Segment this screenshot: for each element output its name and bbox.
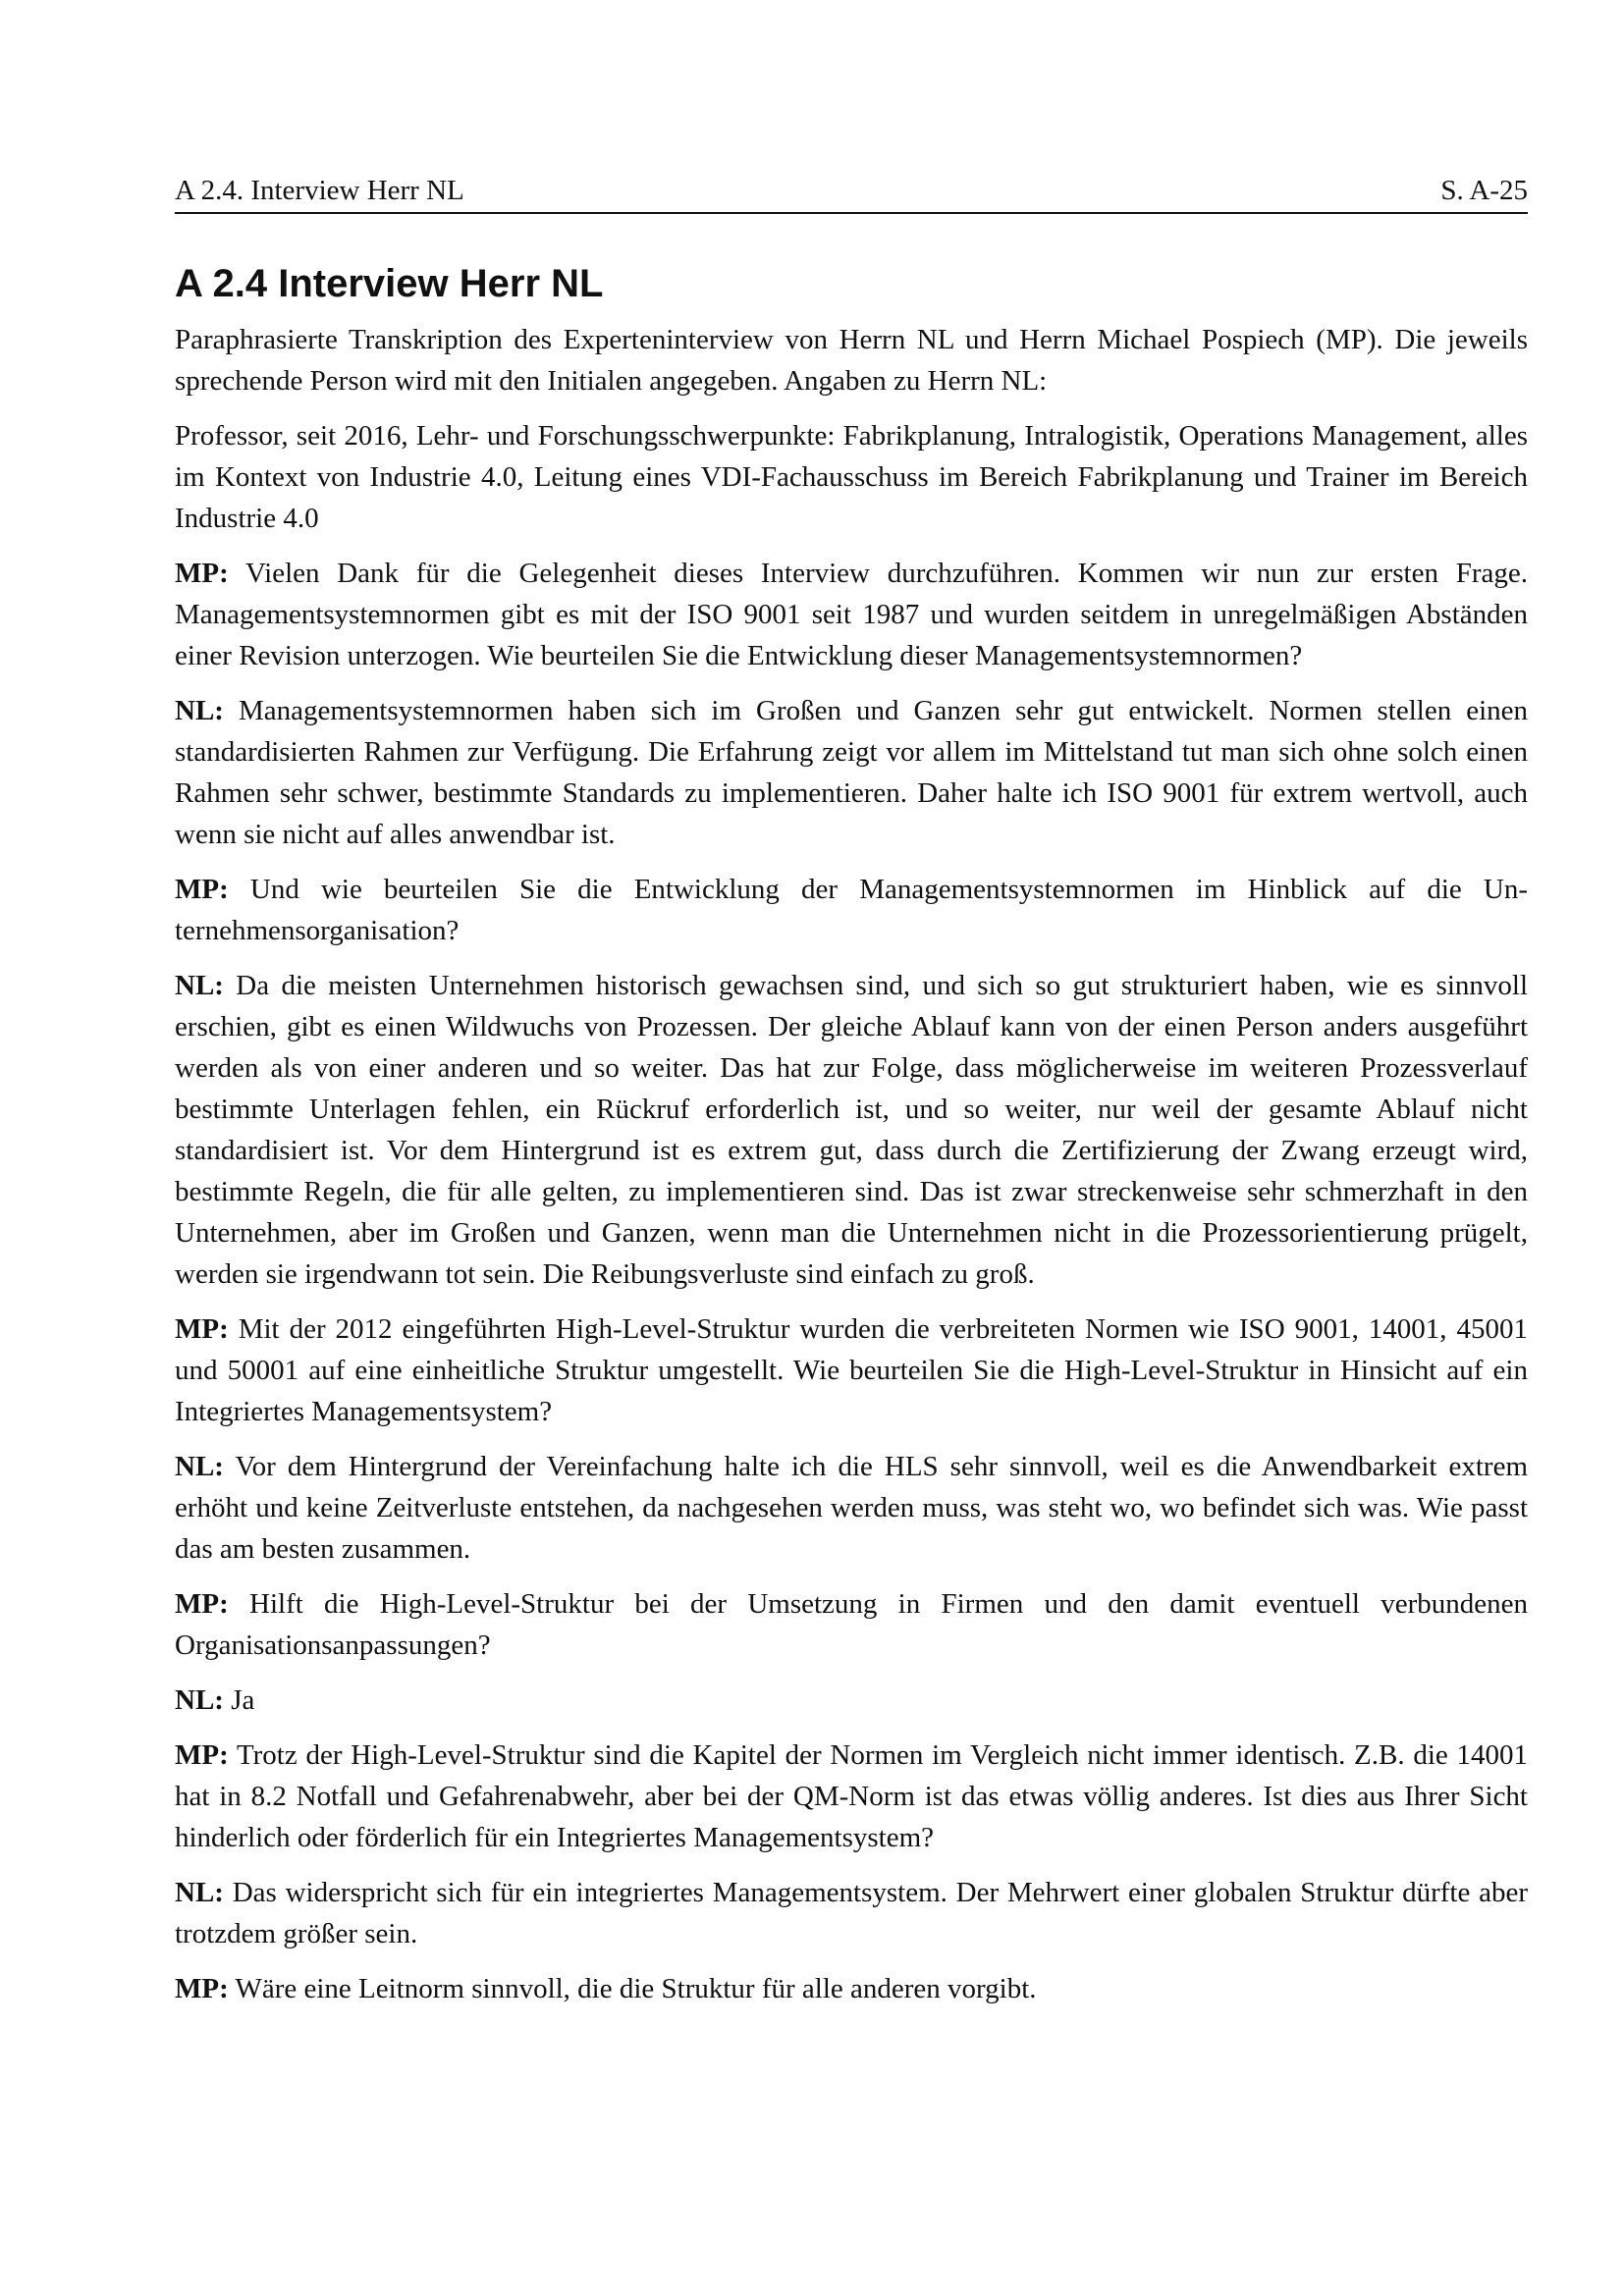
turn-text: Vielen Dank für die Gelegenheit dieses Interview durchzuführen. Kommen wir nun zur ersten Frage. Managementsystemnormen gibt es mit der ISO 9001 seit 1987 und wurden seitdem in unregelmäßigen Abständen einer Revision unterzogen. Wie beurteilen Sie die Entwicklung dieser Managementsystemnormen?	[175, 558, 1528, 671]
dialogue-turn	[175, 1968, 1528, 2009]
turn-text: Und wie beurteilen Sie die Entwicklung der Managementsystemnormen im Hinblick auf die Unternehmensorganisation?	[175, 874, 1528, 946]
dialogue-turn	[175, 1583, 1528, 1666]
turn-text: Das widerspricht sich für ein integriertes Managementsystem. Der Mehrwert einer globalen Struktur dürfte aber trotzdem größer sein.	[175, 1877, 1529, 1949]
turn-text: Vor dem Hintergrund der Vereinfachung halte ich die HLS sehr sinnvoll, weil es die Anwendbarkeit extrem erhöht und keine Zeitverluste entstehen, da nachgesehen werden muss, was steht wo, wo befindet sich was. Wie passt das am besten zusammen.	[175, 1451, 1528, 1565]
dialogue-turn	[175, 965, 1528, 1295]
speaker-label: NL:	[175, 970, 224, 1001]
running-header	[175, 173, 1528, 214]
speaker-label: MP:	[175, 1739, 229, 1771]
speaker-label: NL:	[175, 695, 224, 726]
turn-text: Trotz der High-Level-Struktur sind die Kapitel der Normen im Vergleich nicht immer identisch. Z.B. die 14001 hat in 8.2 Notfall und Gefahrenabwehr, aber bei der QM-Norm ist das etwas völlig anderes. Ist dies aus Ihrer Sicht hinderlich oder förderlich für ein Integriertes Managementsystem?	[175, 1739, 1528, 1853]
turn-text: Ja	[231, 1684, 255, 1716]
speaker-label: NL:	[175, 1684, 224, 1716]
dialogue-turn	[175, 1735, 1528, 1858]
turn-text: Mit der 2012 eingeführten High-Level-Struktur wurden die verbreiteten Normen wie ISO 9001, 14001, 45001 und 50001 auf eine einheitliche Struktur umgestellt. Wie beurteilen Sie die High-Level-Struktur in Hinsicht auf ein Integriertes Managementsystem?	[175, 1313, 1528, 1427]
dialogue-turn	[175, 690, 1528, 855]
turn-text: Da die meisten Unternehmen historisch gewachsen sind, und sich so gut strukturiert haben, wie es sinnvoll erschien, gibt es einen Wildwuchs von Prozessen. Der gleiche Ablauf kann von der einen Person anders ausgeführt werden als von einer anderen und so weiter. Das hat zur Folge, dass möglicherweise im weiteren Prozessverlauf bestimmte Unterlagen fehlen, ein Rückruf erforderlich ist, und so weiter, nur weil der gesamte Ablauf nicht standardisiert ist. Vor dem Hintergrund ist es extrem gut, dass durch die Zertifizierung der Zwang erzeugt wird, bestimmte Regeln, die für alle gelten, zu implementieren sind. Das ist zwar streckenweise sehr schmerzhaft in den Unternehmen, aber im Großen und Ganzen, wenn man die Unternehmen nicht in die Prozessorientierung prügelt, werden sie irgendwann tot sein. Die Reibungsverluste sind einfach zu groß.	[175, 970, 1529, 1290]
intro-paragraph: Paraphrasierte Transkription des Experteninterview von Herrn NL und Herrn Michael Pospiech (MP). Die jeweils sprechende Person wird mit den Initialen angegeben. Angaben zu Herrn NL:	[175, 324, 1528, 397]
speaker-label: MP:	[175, 874, 229, 905]
dialogue-turn	[175, 1308, 1528, 1432]
dialogue-turn	[175, 1680, 1528, 1721]
speaker-label: MP:	[175, 558, 229, 589]
speaker-label: MP:	[175, 1588, 229, 1620]
speaker-label: MP:	[175, 1313, 229, 1345]
turn-text: Managementsystemnormen haben sich im Großen und Ganzen sehr gut entwickelt. Normen stellen einen standardisierten Rahmen zur Verfügung. Die Erfahrung zeigt vor allem im Mittelstand tut man sich ohne solch einen Rahmen sehr schwer, bestimmte Standards zu implementieren. Daher halte ich ISO 9001 für extrem wertvoll, auch wenn sie nicht auf alles anwendbar ist.	[175, 695, 1528, 850]
dialogue-turn	[175, 1872, 1528, 1954]
document-page	[175, 173, 1528, 2023]
dialogue-turn	[175, 553, 1528, 676]
turn-text: Wäre eine Leitnorm sinnvoll, die die Struktur für alle anderen vorgibt.	[235, 1973, 1037, 2004]
speaker-label: NL:	[175, 1877, 224, 1908]
speaker-label: NL:	[175, 1451, 224, 1482]
dialogue-turn	[175, 1446, 1528, 1570]
speaker-label: MP:	[175, 1973, 229, 2004]
turn-text: Hilft die High-Level-Struktur bei der Umsetzung in Firmen und den damit eventuell verbundenen Organisationsanpassungen?	[175, 1588, 1529, 1661]
page-number: S. A-25	[1440, 175, 1528, 206]
running-header-title: A 2.4. Interview Herr NL	[175, 175, 464, 206]
interviewee-profile: Professor, seit 2016, Lehr- und Forschungsschwerpunkte: Fabrikplanung, Intralogistik, Operations Management, alles im Kontext von Industrie 4.0, Leitung eines VDI-Fachausschuss im Bereich Fabrikplanung und Trainer im Bereich Industrie 4.0	[175, 420, 1528, 534]
section-heading: A 2.4 Interview Herr NL	[175, 262, 604, 305]
dialogue-turn	[175, 869, 1528, 951]
